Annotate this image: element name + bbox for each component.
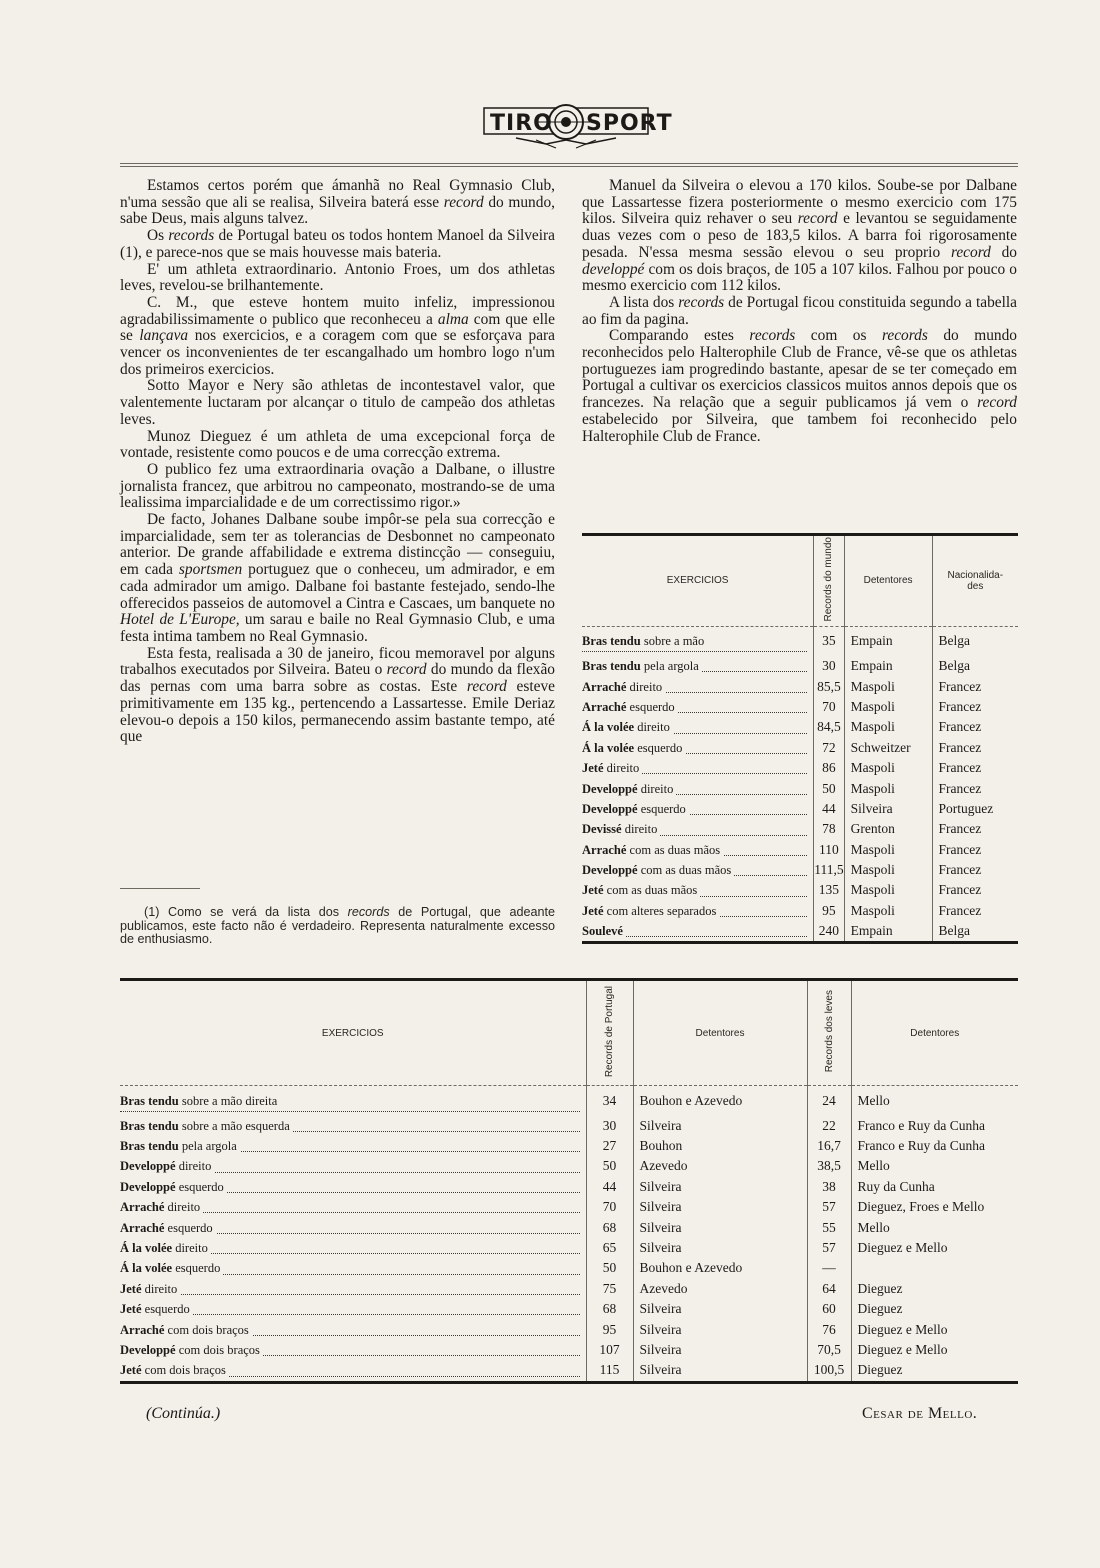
portugal-record-value: 68 [586, 1299, 633, 1319]
nationality: Francez [932, 819, 1018, 839]
paragraph: Esta festa, realisada a 30 de janeiro, ficou memoravel por alguns trabalhos executados por Silveira. Bateu o record do mundo da flexão das pernas com uma barra sobre as costas. Este record esteve primitivamente em 135 kg., pertencendo a Lassartesse. Emile Deriaz elevou-o depois a 150 kilos, permanecendo assim bastante tempo, até que [120, 644, 556, 746]
record-holder: Maspoli [844, 778, 932, 798]
portugal-record-holder: Silveira [633, 1319, 807, 1339]
table-row [120, 1258, 1018, 1278]
portugal-record-value: 34 [586, 1086, 633, 1116]
tiro-e-sport-logo [476, 100, 673, 152]
table-row [582, 676, 1018, 696]
table-row [582, 840, 1018, 860]
table-row [120, 1177, 1018, 1197]
footnote-text: (1) Como se verá da lista dos records de Portugal, que adeante publicamos, este facto não é verdadeiro. Representa naturalmente excesso de enthusiasmo. [120, 905, 555, 947]
record-holder: Schweitzer [844, 738, 932, 758]
exercise-name: Jeté esquerdo [120, 1299, 586, 1319]
portugal-record-holder: Silveira [633, 1299, 807, 1319]
table-row [582, 799, 1018, 819]
svg-text:TIRO: TIRO [490, 111, 553, 136]
paragraph: Comparando estes records com os records do mundo reconhecidos pelo Halterophile Club de France, vê-se que os athletas portuguezes iam progredindo bastante, apesar de se ter começado em Portugal a cultivar os exercicios classicos muitos annos depois que os francezes. Na relação que a seguir publicamos já vem o record estabelecido por Silveira, que tambem foi reconhecido pelo Halterophile Club de France. [582, 327, 1017, 445]
table-row [582, 758, 1018, 778]
leves-record-value: 38 [807, 1177, 851, 1197]
leves-record-holder: Dieguez [851, 1299, 1018, 1319]
leves-record-holder: Dieguez e Mello [851, 1340, 1018, 1360]
portugal-record-value: 65 [586, 1238, 633, 1258]
record-holder: Maspoli [844, 717, 932, 737]
paragraph: Estamos certos porém que ámanhã no Real Gymnasio Club, n'uma sessão que ali se realisa, Silveira baterá esse record do mundo, sabe Deus, mais alguns talvez. [120, 177, 555, 228]
exercise-name: Jeté direito [582, 758, 814, 778]
record-value: 84,5 [814, 717, 844, 737]
portugal-record-value: 115 [586, 1360, 633, 1382]
record-holder: Empain [844, 656, 932, 676]
portugal-record-holder: Silveira [633, 1116, 807, 1136]
leves-record-value: 38,5 [807, 1156, 851, 1176]
paragraph: Munoz Dieguez é um athleta de uma excepcional força de vontade, resistente como poucos e de uma correcção extrema. [120, 427, 555, 462]
table-row [582, 819, 1018, 839]
portugal-record-holder: Bouhon [633, 1136, 807, 1156]
record-value: 240 [814, 921, 844, 943]
exercise-name: Bras tendu pela argola [582, 656, 814, 676]
table-row [582, 738, 1018, 758]
portugal-records-table [120, 978, 1018, 1384]
portugal-record-holder: Silveira [633, 1177, 807, 1197]
paragraph: O publico fez uma extraordinaria ovação a Dalbane, o illustre jornalista francez, que arbitrou no campeonato, mostrando-se de uma lealissima imparcialidade e de um correctissimo rigor.» [120, 460, 555, 512]
table-row [582, 697, 1018, 717]
table-row [120, 1238, 1018, 1258]
exercise-name: Á la volée esquerdo [120, 1258, 586, 1278]
portugal-record-holder: Silveira [633, 1238, 807, 1258]
portugal-record-holder: Silveira [633, 1340, 807, 1360]
record-holder: Maspoli [844, 880, 932, 900]
leves-record-holder: Dieguez e Mello [851, 1319, 1018, 1339]
table-row [120, 1340, 1018, 1360]
nationality: Francez [932, 860, 1018, 880]
exercise-name: Developpé esquerdo [582, 799, 814, 819]
record-holder: Maspoli [844, 901, 932, 921]
continua-note: (Continúa.) [146, 1405, 221, 1422]
leves-record-holder: Dieguez e Mello [851, 1238, 1018, 1258]
portugal-record-value: 68 [586, 1217, 633, 1237]
leves-record-value: 57 [807, 1197, 851, 1217]
leves-record-holder: Ruy da Cunha [851, 1177, 1018, 1197]
paragraph: Manuel da Silveira o elevou a 170 kilos. Soube-se por Dalbane que Lassartesse fizera posteriormente o mesmo exercicio com 175 kilos. Silveira quiz rehaver o seu record e levantou se seguidamente duas vezes com o peso de 183,5 kilos. A barra foi rigorosamente pesada. N'essa mesma sessão elevou o seu proprio record do developpé com os dois braços, de 105 a 107 kilos. Falhou por pouco o mesmo exercicio com 112 kilos. [582, 177, 1017, 295]
nationality: Belga [932, 626, 1018, 656]
exercise-name: Bras tendu pela argola [120, 1136, 586, 1156]
record-holder: Maspoli [844, 697, 932, 717]
record-holder: Maspoli [844, 758, 932, 778]
portugal-record-holder: Azevedo [633, 1156, 807, 1176]
header-detentores: Detentores [844, 535, 932, 627]
portugal-record-holder: Silveira [633, 1360, 807, 1382]
leves-record-holder: Mello [851, 1156, 1018, 1176]
leves-record-holder: Mello [851, 1217, 1018, 1237]
paragraph: De facto, Johanes Dalbane soube impôr-se pela sua correcção e imparcialidade, sem ter as tolerancias de Desbonnet no campeonato anterior. De grande affabilidade e extrema distincção — conseguiu, em cada sportsmen portuguez que o conheceu, um admirador, e em cada admirador um amigo. Dalbane foi bastante festejado, sendo-lhe offerecidos passeios de automovel a Cintra e Cascaes, um banquete no Hotel de L'Europe, um sarau e baile no Real Gymnasio Club, e uma festa intima tambem no Real Gymnasio. [120, 511, 556, 645]
exercise-name: Arraché esquerdo [120, 1217, 586, 1237]
exercise-name: Jeté com dois braços [120, 1360, 586, 1382]
leves-record-value: 64 [807, 1279, 851, 1299]
table-row [582, 860, 1018, 880]
record-holder: Maspoli [844, 676, 932, 696]
nationality: Francez [932, 758, 1018, 778]
exercise-name: Bras tendu sobre a mão direita [120, 1086, 586, 1116]
table-row [582, 778, 1018, 798]
record-value: 135 [814, 880, 844, 900]
exercise-name: Developpé esquerdo [120, 1177, 586, 1197]
leves-record-holder: Franco e Ruy da Cunha [851, 1116, 1018, 1136]
nationality: Belga [932, 656, 1018, 676]
record-value: 85,5 [814, 676, 844, 696]
table-row [582, 921, 1018, 943]
record-holder: Empain [844, 626, 932, 656]
nationality: Belga [932, 921, 1018, 943]
table-row [120, 1136, 1018, 1156]
exercise-name: Jeté com as duas mãos [582, 880, 814, 900]
record-value: 111,5 [814, 860, 844, 880]
nationality: Portuguez [932, 799, 1018, 819]
header-records-portugal: Records de Portugal [586, 980, 633, 1086]
nationality: Francez [932, 901, 1018, 921]
paragraph: Sotto Mayor e Nery são athletas de incontestavel valor, que valentemente luctaram por alcançar o titulo de campeão dos athletas leves. [120, 377, 555, 428]
exercise-name: Bras tendu sobre a mão [582, 626, 814, 656]
exercise-name: Jeté direito [120, 1279, 586, 1299]
record-value: 78 [814, 819, 844, 839]
exercise-name: Arraché esquerdo [582, 697, 814, 717]
author-signature: Cesar de Mello. [862, 1405, 978, 1422]
portugal-record-value: 50 [586, 1258, 633, 1278]
leves-record-value: 22 [807, 1116, 851, 1136]
leves-record-holder: Dieguez [851, 1279, 1018, 1299]
leves-record-holder: Mello [851, 1086, 1018, 1116]
portugal-record-value: 70 [586, 1197, 633, 1217]
record-holder: Maspoli [844, 860, 932, 880]
header-detentores-leves: Detentores [851, 980, 1018, 1086]
article-left-column [120, 178, 555, 746]
footnote-rule [120, 888, 200, 889]
portugal-record-holder: Silveira [633, 1197, 807, 1217]
paragraph: Os records de Portugal bateu os todos hontem Manoel da Silveira (1), e parece-nos que se mais houvesse mais bateria. [120, 227, 555, 261]
header-exercicios: EXERCICIOS [321, 1027, 384, 1039]
exercise-name: Arraché direito [582, 676, 814, 696]
leves-record-value: 60 [807, 1299, 851, 1319]
exercise-name: Á la volée direito [120, 1238, 586, 1258]
table-row [120, 1279, 1018, 1299]
portugal-record-holder: Azevedo [633, 1279, 807, 1299]
table-row [582, 901, 1018, 921]
portugal-record-value: 95 [586, 1319, 633, 1339]
paragraph: A lista dos records de Portugal ficou constituida segundo a tabella ao fim da pagina. [582, 293, 1017, 328]
nationality: Francez [932, 840, 1018, 860]
leves-record-holder: Franco e Ruy da Cunha [851, 1136, 1018, 1156]
leves-record-holder [851, 1258, 1018, 1278]
record-holder: Silveira [844, 799, 932, 819]
nationality: Francez [932, 697, 1018, 717]
world-records-table [582, 533, 1018, 944]
portugal-record-holder: Bouhon e Azevedo [633, 1086, 807, 1116]
table-row [120, 1156, 1018, 1176]
record-value: 50 [814, 778, 844, 798]
exercise-name: Developpé com as duas mãos [582, 860, 814, 880]
header-exercicios: EXERCICIOS [666, 575, 729, 587]
portugal-record-value: 50 [586, 1156, 633, 1176]
portugal-record-value: 107 [586, 1340, 633, 1360]
exercise-name: Developpé com dois braços [120, 1340, 586, 1360]
nationality: Francez [932, 880, 1018, 900]
leves-record-value: 57 [807, 1238, 851, 1258]
portugal-record-value: 27 [586, 1136, 633, 1156]
article-right-column [582, 178, 1017, 445]
record-value: 44 [814, 799, 844, 819]
table-row [120, 1116, 1018, 1136]
exercise-name: Developpé direito [120, 1156, 586, 1176]
paragraph: E' um athleta extraordinario. Antonio Froes, um dos athletas leves, revelou-se brilhantemente. [120, 260, 555, 295]
nationality: Francez [932, 778, 1018, 798]
leves-record-value: 100,5 [807, 1360, 851, 1382]
header-rule [120, 163, 1018, 164]
record-value: 72 [814, 738, 844, 758]
leves-record-value: 70,5 [807, 1340, 851, 1360]
portugal-record-holder: Silveira [633, 1217, 807, 1237]
header-records-leves: Records dos leves [807, 980, 851, 1086]
leves-record-value: 76 [807, 1319, 851, 1339]
header-rule-2 [120, 166, 1018, 167]
record-holder: Maspoli [844, 840, 932, 860]
record-value: 110 [814, 840, 844, 860]
leves-record-value: 55 [807, 1217, 851, 1237]
exercise-name: Arraché com dois braços [120, 1319, 586, 1339]
exercise-name: Devissé direito [582, 819, 814, 839]
table-row [582, 880, 1018, 900]
paragraph: C. M., que esteve hontem muito infeliz, impressionou agradabilissimamente o publico que reconheceu a alma com que elle se lançava nos exercicios, e a coragem com que se esforçava para vencer os inconvenientes de ter escangalhado um hombro logo n'um dos primeiros exercicios. [120, 293, 555, 378]
nationality: Francez [932, 738, 1018, 758]
leves-record-value: — [807, 1258, 851, 1278]
header-detentores-portugal: Detentores [633, 980, 807, 1086]
exercise-name: Bras tendu sobre a mão esquerda [120, 1116, 586, 1136]
record-holder: Grenton [844, 819, 932, 839]
table-row [120, 1299, 1018, 1319]
masthead [0, 100, 1100, 160]
footnote [120, 906, 555, 947]
header-nacionalidades: Nacionalida- des [932, 535, 1018, 627]
record-value: 86 [814, 758, 844, 778]
portugal-record-value: 75 [586, 1279, 633, 1299]
record-value: 35 [814, 626, 844, 656]
portugal-record-value: 44 [586, 1177, 633, 1197]
table-row [582, 656, 1018, 676]
portugal-record-value: 30 [586, 1116, 633, 1136]
table-row [120, 1360, 1018, 1382]
record-value: 70 [814, 697, 844, 717]
table-row [582, 717, 1018, 737]
exercise-name: Soulevé [582, 921, 814, 943]
record-value: 30 [814, 656, 844, 676]
table-row [120, 1086, 1018, 1116]
leves-record-holder: Dieguez, Froes e Mello [851, 1197, 1018, 1217]
leves-record-value: 16,7 [807, 1136, 851, 1156]
exercise-name: Arraché direito [120, 1197, 586, 1217]
exercise-name: Á la volée esquerdo [582, 738, 814, 758]
table-row [120, 1319, 1018, 1339]
record-holder: Empain [844, 921, 932, 943]
svg-text:SPORT: SPORT [586, 111, 673, 136]
table-row [120, 1217, 1018, 1237]
exercise-name: Jeté com alteres separados [582, 901, 814, 921]
table-row [120, 1197, 1018, 1217]
leves-record-holder: Dieguez [851, 1360, 1018, 1382]
header-records-mundo: Records do mundo [814, 535, 844, 627]
exercise-name: Developpé direito [582, 778, 814, 798]
record-value: 95 [814, 901, 844, 921]
nationality: Francez [932, 676, 1018, 696]
exercise-name: Arraché com as duas mãos [582, 840, 814, 860]
nationality: Francez [932, 717, 1018, 737]
leves-record-value: 24 [807, 1086, 851, 1116]
portugal-record-holder: Bouhon e Azevedo [633, 1258, 807, 1278]
table-row [582, 626, 1018, 656]
exercise-name: Á la volée direito [582, 717, 814, 737]
